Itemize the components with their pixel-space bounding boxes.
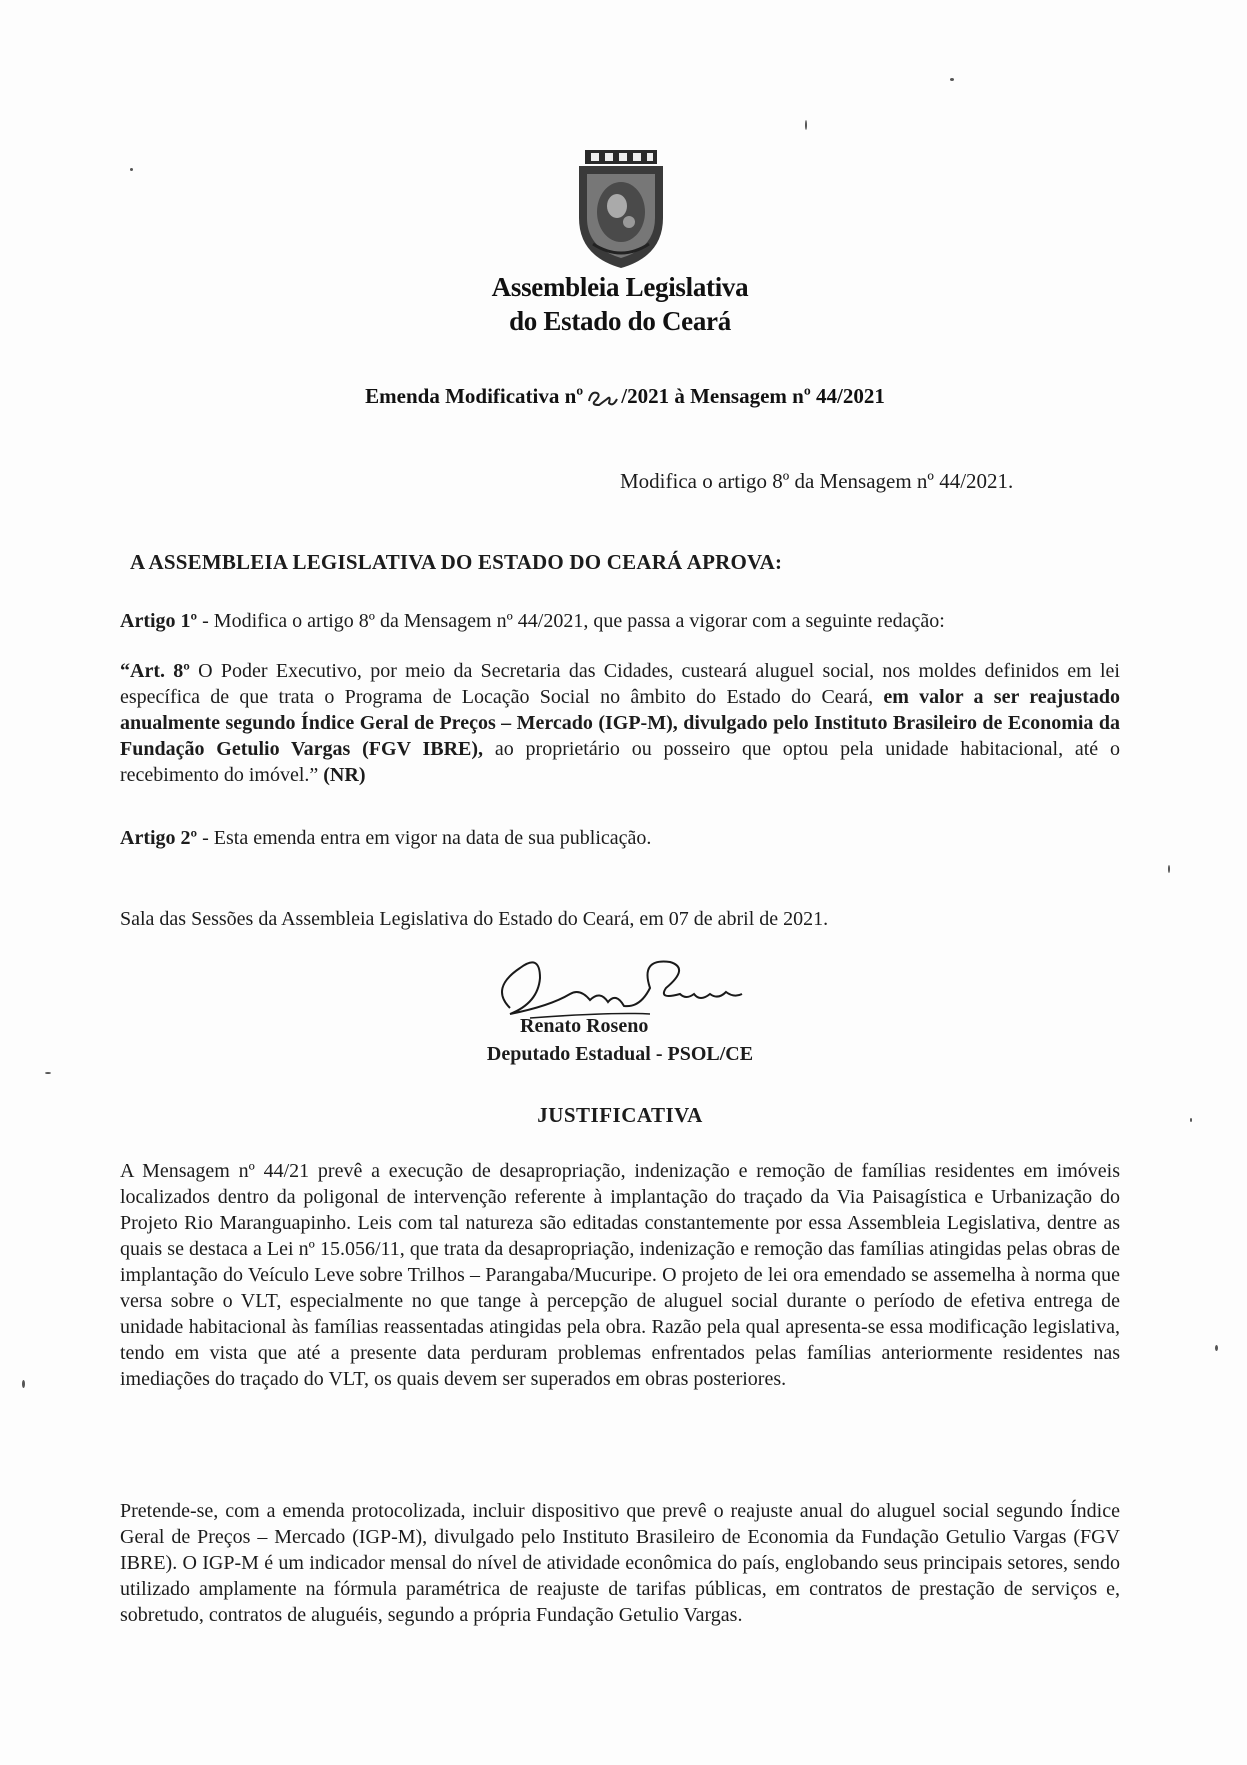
signatory-role: Deputado Estadual - PSOL/CE (486, 1043, 754, 1065)
scan-speck (130, 168, 133, 171)
place-and-date: Sala das Sessões da Assembleia Legislativa do Estado do Ceará, em 07 de abril de 2021. (120, 908, 829, 930)
article-1-text: - Modifica o artigo 8º da Mensagem nº 44/2021, que passa a vigorar com a seguinte redação: (197, 610, 945, 632)
justification-paragraph-1: A Mensagem nº 44/21 prevê a execução de desapropriação, indenização e remoção de famílias residentes em imóveis localizados dentro da poligonal de intervenção referente à implantação do traçado da Via Paisagística e Urbanização do Projeto Rio Maranguapinho. Leis com tal natureza são editadas constantemente por essa Assembleia Legislativa, dentre as quais se destaca a Lei nº 15.056/11, que trata da desapropriação, indenização e remoção das famílias atingidas pelas obras de implantação do Veículo Leve sobre Trilhos – Parangaba/Mucuripe. O projeto de lei ora emendado se assemelha à norma que versa sobre o VLT, especialmente no que tange à percepção de aluguel social durante o período de efetiva entrega de unidade habitacional às famílias reassentadas atingidas pela obra. Razão pela qual apresenta-se essa modificação legislativa, tendo em vista que até a presente data perduram problemas enfrentados pelas famílias anteriormente residentes nas imediações do traçado do VLT, os quais devem ser superados em obras posteriores. (120, 1160, 1120, 1390)
scan-speck (805, 120, 807, 130)
article-1 (120, 608, 1120, 634)
approval-statement: A ASSEMBLEIA LEGISLATIVA DO ESTADO DO CEARÁ APROVA: (130, 550, 783, 574)
art8-label: “Art. 8º (120, 660, 190, 682)
document-title (200, 384, 1050, 409)
ementa: Modifica o artigo 8º da Mensagem nº 44/2021. (620, 469, 1014, 493)
title-prefix: Emenda Modificativa nº (365, 384, 584, 408)
title-suffix: /2021 à Mensagem nº 44/2021 (621, 384, 885, 408)
handwritten-number-icon (585, 387, 619, 409)
art8-text-a: O Poder Executivo, por meio da Secretaria das Cidades, custeará aluguel social, nos moldes definidos em lei específica de que trata o Programa de Locação Social no âmbito do Estado do Ceará, (120, 660, 1120, 708)
article-1-label: Artigo 1º (120, 610, 198, 632)
scan-speck (950, 78, 954, 81)
state-coat-of-arms-icon (573, 148, 669, 270)
justification-title: JUSTIFICATIVA (537, 1103, 703, 1127)
art8-nr: (NR) (323, 764, 366, 786)
institution-name-line1: Assembleia Legislativa (491, 272, 749, 302)
article-2-label: Artigo 2º (120, 827, 198, 849)
scan-speck (1168, 865, 1170, 873)
signatory-name: Renato Roseno (520, 1015, 649, 1037)
art8-text-b: ao proprietário ou posseiro que optou pela unidade habitacional, até o recebimento do imóvel.” (120, 738, 1120, 786)
justification-paragraph-2: Pretende-se, com a emenda protocolizada, incluir dispositivo que prevê o reajuste anual do aluguel social segundo Índice Geral de Preços – Mercado (IGP-M), divulgado pelo Instituto Brasileiro de Economia da Fundação Getulio Vargas (FGV IBRE). O IGP-M é um indicador mensal do nível de atividade econômica do país, englobando seus principais setores, sendo utilizado amplamente na fórmula paramétrica de reajuste de tarifas públicas, em contratos de prestação de serviços e, sobretudo, contratos de aluguéis, segundo a própria Fundação Getulio Vargas. (120, 1500, 1120, 1626)
art8-text-bold: em valor a ser reajustado anualmente segundo Índice Geral de Preços – Mercado (IGP-M), divulgado pelo Instituto Brasileiro de Economia da Fundação Getulio Vargas (FGV IBRE), (120, 686, 1120, 760)
institution-name-line2: do Estado do Ceará (509, 306, 731, 336)
scan-speck (45, 1072, 51, 1074)
scan-speck (1215, 1345, 1218, 1351)
article-2 (120, 825, 1120, 851)
article-8-new-text (120, 658, 1120, 788)
article-2-text: - Esta emenda entra em vigor na data de sua publicação. (197, 827, 652, 849)
scan-speck (22, 1380, 25, 1388)
scan-speck (1190, 1118, 1192, 1122)
